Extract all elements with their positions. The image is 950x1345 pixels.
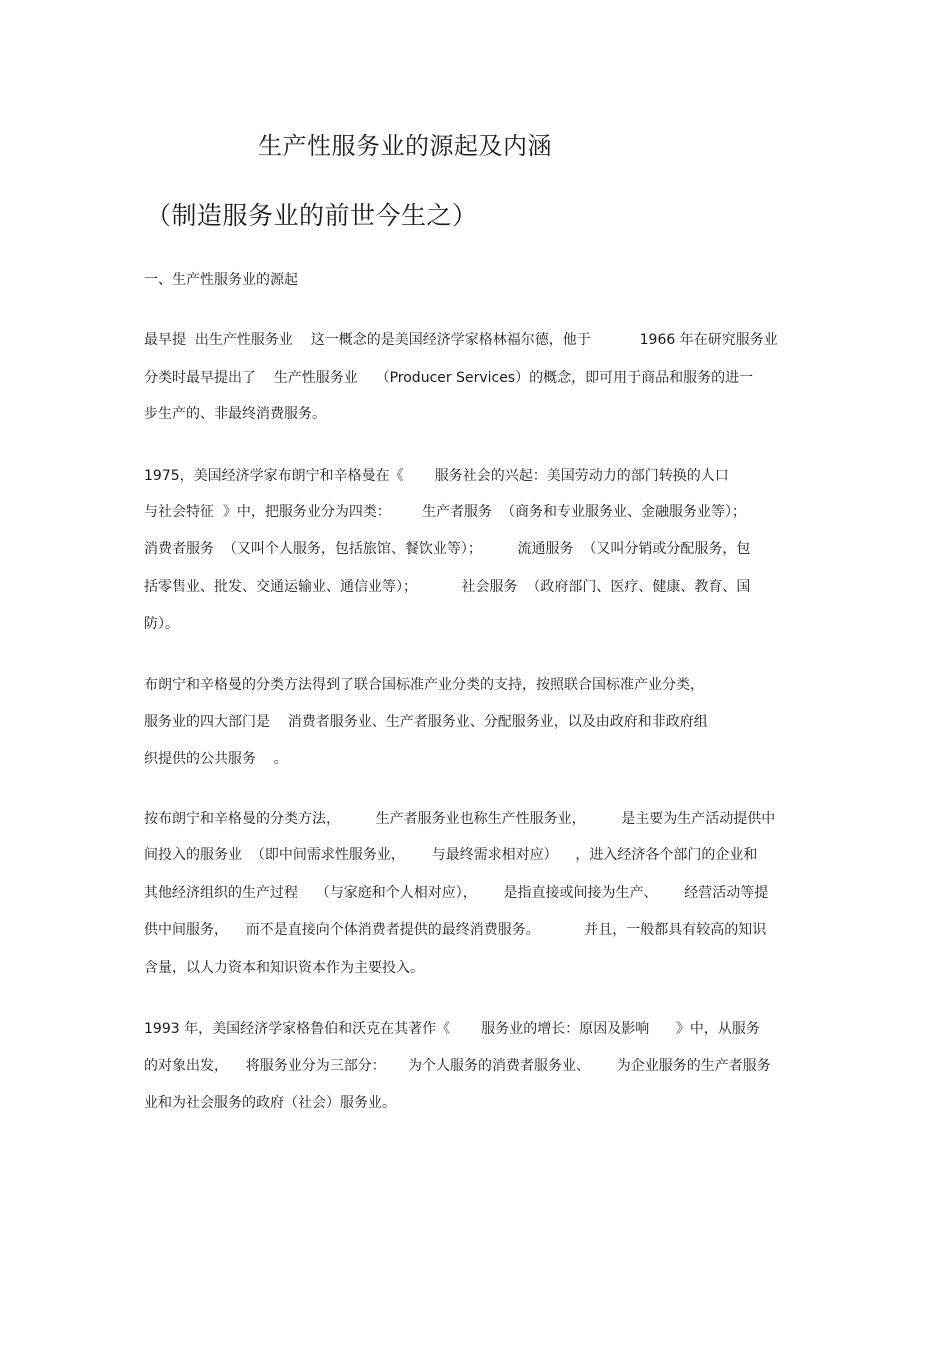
document-title: 生产性服务业的源起及内涵 bbox=[258, 132, 552, 160]
paragraph-line: 其他经济组织的生产过程 （与家庭和个人相对应）， 是指直接或间接为生产、 经营活动等提 bbox=[144, 885, 769, 901]
paragraph-line: 消费者服务 （又叫个人服务，包括旅馆、餐饮业等）； 流通服务 （又叫分销或分配服务，包 bbox=[144, 541, 751, 557]
paragraph-line: 1975，美国经济学家布朗宁和辛格曼在《 服务社会的兴起：美国劳动力的部门转换的人口 bbox=[144, 468, 729, 484]
paragraph-line: 服务业的四大部门是 消费者服务业、生产者服务业、分配服务业，以及由政府和非政府组 bbox=[144, 714, 708, 730]
paragraph-line: 括零售业、批发、交通运输业、通信业等）； 社会服务 （政府部门、医疗、健康、教育、国 bbox=[144, 579, 751, 595]
section-heading: 一、生产性服务业的源起 bbox=[144, 272, 298, 288]
paragraph-line: 步生产的、非最终消费服务。 bbox=[144, 406, 326, 422]
paragraph-line: 与社会特征 》中，把服务业分为四类： 生产者服务 （商务和专业服务业、金融服务业等）； bbox=[144, 504, 746, 520]
paragraph-line: 供中间服务， 而不是直接向个体消费者提供的最终消费服务。 并且，一般都具有较高的知识 bbox=[144, 922, 767, 938]
paragraph-line: 的对象出发， 将服务业分为三部分： 为个人服务的消费者服务业、 为企业服务的生产者服务 bbox=[144, 1058, 771, 1074]
paragraph-line: 间投入的服务业 （即中间需求性服务业， 与最终需求相对应） ，进入经济各个部门的企业和 bbox=[144, 847, 758, 863]
paragraph-line: 含量，以人力资本和知识资本作为主要投入。 bbox=[144, 960, 424, 976]
paragraph-line: 防）。 bbox=[144, 616, 179, 632]
paragraph-line: 分类时最早提出了 生产性服务业 （Producer Services）的概念，即可用于商品和服务的进一 bbox=[144, 370, 754, 386]
paragraph-line: 布朗宁和辛格曼的分类方法得到了联合国标准产业分类的支持，按照联合国标准产业分类， bbox=[144, 677, 704, 693]
paragraph-line: 业和为社会服务的政府（社会）服务业。 bbox=[144, 1095, 396, 1111]
paragraph-line: 1993 年，美国经济学家格鲁伯和沃克在其著作《 服务业的增长：原因及影响 》中，从服务 bbox=[144, 1021, 760, 1037]
paragraph-line: 最早提 出生产性服务业 这一概念的是美国经济学家格林福尔德，他于 1966 年在研究服务业 bbox=[144, 332, 778, 348]
paragraph-line: 按布朗宁和辛格曼的分类方法， 生产者服务业也称生产性服务业， 是主要为生产活动提供中 bbox=[144, 811, 776, 827]
document-subtitle: （制造服务业的前世今生之） bbox=[146, 201, 478, 230]
paragraph-line: 织提供的公共服务 。 bbox=[144, 751, 288, 767]
